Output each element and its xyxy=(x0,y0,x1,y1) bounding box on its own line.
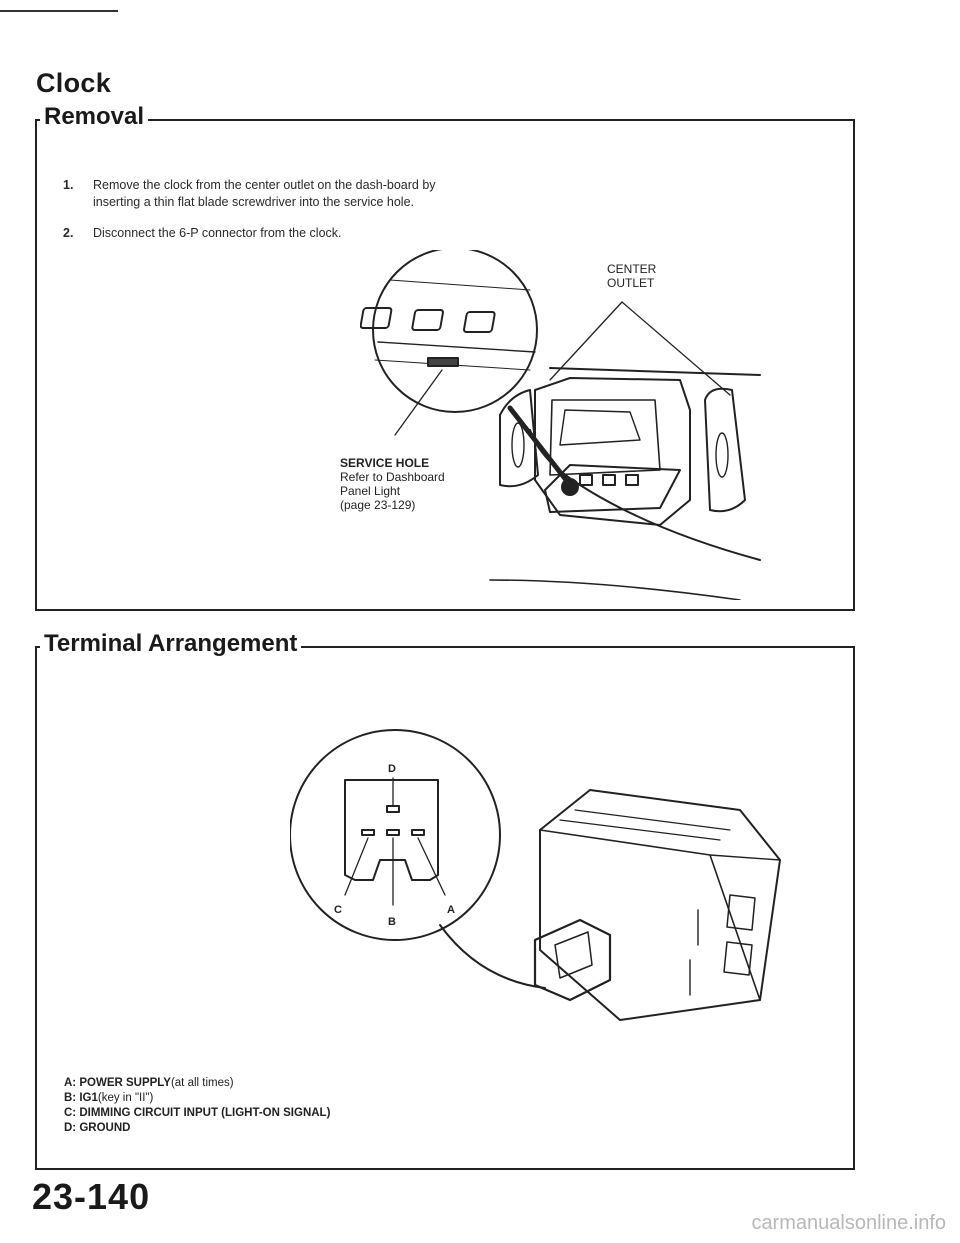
center-outlet-leader xyxy=(622,302,730,395)
pin-c-label: C xyxy=(334,904,342,916)
dash-lower-line xyxy=(530,430,760,560)
watermark: carmanualsonline.info xyxy=(751,1212,946,1234)
magnifier-circle xyxy=(373,250,537,412)
service-hole-title: SERVICE HOLE xyxy=(340,456,430,470)
pin-a xyxy=(412,830,424,835)
page-number: 23-140 xyxy=(32,1176,151,1217)
clock-button xyxy=(626,475,638,485)
center-outlet-label: CENTER OUTLET xyxy=(607,262,657,290)
clock-button xyxy=(603,475,615,485)
removal-step-2 xyxy=(63,225,473,245)
service-hole-label: SERVICE HOLE Refer to Dashboard Panel Light (page 23-129) xyxy=(340,456,445,512)
right-vent xyxy=(705,389,745,512)
terminal-illustration xyxy=(290,720,810,1050)
pin-b xyxy=(387,830,399,835)
clock-button xyxy=(580,475,592,485)
magnifier-leader xyxy=(440,925,545,988)
legend-line-a: A: POWER SUPPLY(at all times) xyxy=(64,1077,234,1089)
removal-heading: Removal xyxy=(40,103,148,131)
service-hole xyxy=(428,358,458,366)
magnified-button xyxy=(464,312,496,332)
scan-mark xyxy=(0,10,118,12)
dash-bottom-line xyxy=(490,580,740,600)
pin-c-leader xyxy=(345,838,368,895)
pin-d xyxy=(387,806,399,812)
step-number: 1. xyxy=(63,178,74,192)
step-text: Disconnect the 6-P connector from the clock. xyxy=(93,226,342,240)
step-number: 2. xyxy=(63,226,74,240)
clock-housing-edge xyxy=(710,855,780,860)
terminal-legend xyxy=(64,1076,330,1136)
clock-housing xyxy=(540,790,780,1020)
legend-line-c: C: DIMMING CIRCUIT INPUT (LIGHT-ON SIGNAL) xyxy=(64,1107,331,1119)
pin-c xyxy=(362,830,374,835)
pin-b-label: B xyxy=(388,916,396,928)
clock-side-tab xyxy=(724,942,752,975)
page-title: Clock xyxy=(36,68,112,98)
dash-edge-line xyxy=(550,368,760,375)
connector-plug xyxy=(535,920,610,1000)
left-vent-knob xyxy=(512,423,524,467)
pin-a-leader xyxy=(418,838,445,895)
legend-line-b: B: IG1(key in "II") xyxy=(64,1092,154,1104)
right-vent-knob xyxy=(716,433,728,477)
clock-face xyxy=(560,410,640,445)
pin-a-label: A xyxy=(447,904,455,916)
pin-d-label: D xyxy=(388,763,396,775)
magnified-button xyxy=(412,310,444,330)
screwdriver-shaft xyxy=(510,408,570,485)
clock-side-tab xyxy=(727,895,755,930)
removal-illustration xyxy=(360,250,780,600)
terminal-heading: Terminal Arrangement xyxy=(40,630,301,658)
connector-plug-face xyxy=(555,932,592,978)
clock-detail xyxy=(575,810,730,830)
step-text: Remove the clock from the center outlet on the dash-board by inserting a thin flat blade screwdriver into the service hole. xyxy=(93,178,436,209)
service-hole-leader xyxy=(395,370,442,435)
removal-step-1 xyxy=(63,177,473,229)
magnifier-line xyxy=(390,280,530,290)
magnifier-line xyxy=(378,342,535,352)
clock-housing-edge xyxy=(540,830,760,1000)
legend-line-d: D: GROUND xyxy=(64,1122,131,1134)
